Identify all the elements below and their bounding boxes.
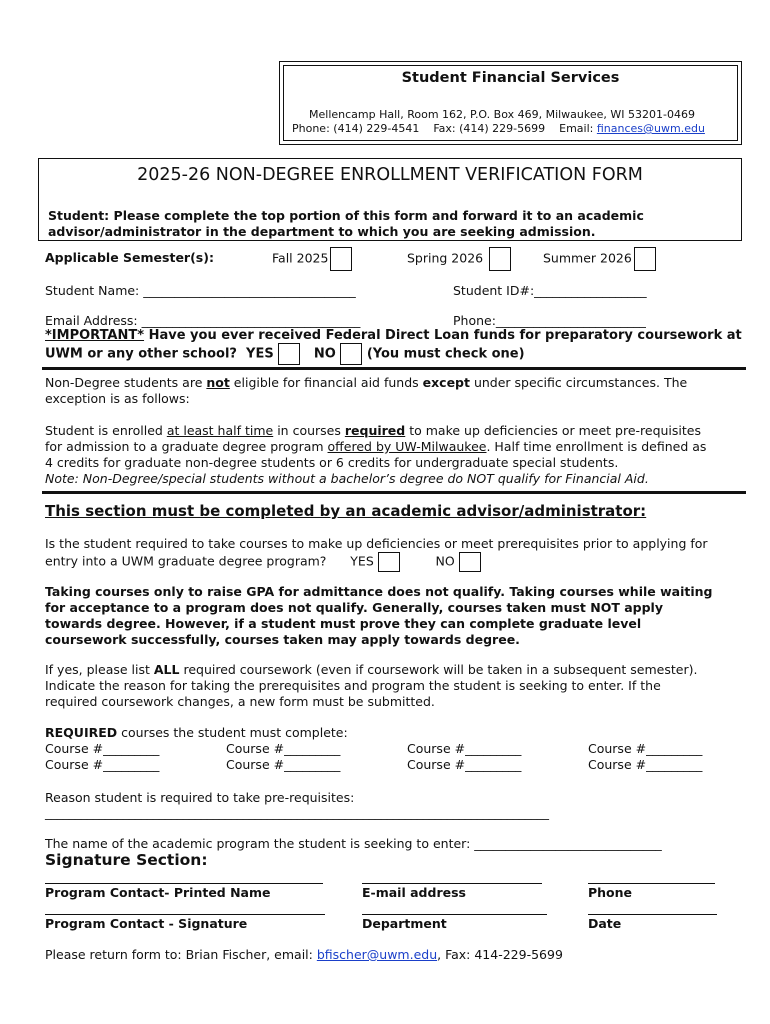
advisor-bold-paragraph: Taking courses only to raise GPA for admittance does not qualify. Taking courses while waiting for acceptance to a program does not qualify. Generally, courses taken must NOT apply towards degree. However, if a student must prove they can complete graduate level coursework successfully, courses taken may apply towards degree. (45, 584, 713, 647)
signature-line[interactable] (45, 914, 325, 915)
summer-checkbox[interactable] (634, 247, 656, 271)
student-phone-field[interactable]: Phone:________________________ (453, 313, 646, 328)
department-line[interactable] (362, 914, 547, 915)
eligibility-paragraph-1: Non-Degree students are not eligible for financial aid funds except under specific circumstances. The exception is as follows: (45, 375, 688, 406)
reason-label: Reason student is required to take pre-requisites: (45, 790, 355, 805)
course-field[interactable]: Course #_________ (226, 757, 341, 772)
reason-field[interactable]: ____________________________________________________________________________________ (45, 806, 549, 820)
return-email-link[interactable]: bfischer@uwm.edu (316, 947, 438, 962)
advisor-yes-checkbox[interactable] (378, 552, 400, 572)
date-label: Date (588, 916, 622, 931)
org-name: Student Financial Services (401, 70, 620, 86)
course-field[interactable]: Course #_________ (45, 757, 160, 772)
loan-question-line2: UWM or any other school? YES NO (You must check one) (45, 343, 525, 365)
email-line[interactable] (362, 883, 542, 884)
org-email-label: Email: (559, 122, 594, 135)
form-instructions: Student: Please complete the top portion of this form and forward it to an academic advisor/administrator in the department to which you are seeking admission. (48, 208, 644, 239)
advisor-if-paragraph: If yes, please list ALL required coursework (even if coursework will be taken in a subsequent semester). Indicate the reason for taking the prerequisites and program the student is seeking to enter. If the required coursework changes, a new form must be submitted. (45, 662, 698, 709)
return-instructions: Please return form to: Brian Fischer, email: bfischer@uwm.edu, Fax: 414-229-5699 (45, 947, 563, 962)
student-id-field[interactable]: Student ID#:__________________ (453, 283, 647, 298)
form-title: 2025-26 NON-DEGREE ENROLLMENT VERIFICATION FORM (137, 165, 643, 185)
advisor-heading: This section must be completed by an academic advisor/administrator: (45, 502, 647, 520)
advisor-question: Is the student required to take courses to make up deficiencies or meet prerequisites prior to applying for entry into a UWM graduate degree program? YES NO (45, 536, 708, 572)
semester-summer: Summer 2026 (543, 247, 656, 271)
org-email-link[interactable]: finances@uwm.edu (596, 122, 705, 135)
course-field[interactable]: Course #_________ (407, 757, 522, 772)
org-fax: Fax: (414) 229-5699 (433, 122, 546, 135)
divider-1 (42, 367, 746, 370)
loan-no-checkbox[interactable] (340, 343, 362, 365)
phone-line[interactable] (588, 883, 715, 884)
signature-label: Program Contact - Signature (45, 916, 248, 931)
signature-heading: Signature Section: (45, 851, 208, 869)
divider-2 (42, 491, 746, 494)
email-address-label: E-mail address (362, 885, 466, 900)
required-courses-label: REQUIRED courses the student must complete: (45, 725, 348, 740)
advisor-no-checkbox[interactable] (459, 552, 481, 572)
department-label: Department (362, 916, 447, 931)
org-contact (292, 122, 705, 135)
student-email-field[interactable]: Email Address: ___________________________________ (45, 313, 361, 328)
course-field[interactable]: Course #_________ (226, 741, 341, 756)
org-phone: Phone: (414) 229-4541 (292, 122, 420, 135)
printed-name-line[interactable] (45, 883, 323, 884)
phone-label: Phone (588, 885, 633, 900)
program-field[interactable]: The name of the academic program the student is seeking to enter: ______________________________ (45, 836, 662, 851)
semester-fall: Fall 2025 (272, 247, 352, 271)
org-address: Mellencamp Hall, Room 162, P.O. Box 469, Milwaukee, WI 53201-0469 (309, 108, 695, 121)
loan-yes-checkbox[interactable] (278, 343, 300, 365)
course-field[interactable]: Course #_________ (45, 741, 160, 756)
loan-question-line1: *IMPORTANT* Have you ever received Federal Direct Loan funds for preparatory coursework at (45, 328, 742, 343)
course-field[interactable]: Course #_________ (407, 741, 522, 756)
semester-label: Applicable Semester(s): (45, 250, 214, 265)
course-field[interactable]: Course #_________ (588, 741, 703, 756)
date-line[interactable] (588, 914, 717, 915)
semester-spring: Spring 2026 (407, 247, 511, 271)
spring-checkbox[interactable] (489, 247, 511, 271)
eligibility-paragraph-2: Student is enrolled at least half time in courses required to make up deficiencies or meet pre-requisites for admission to a graduate degree program offered by UW-Milwaukee. Half time enrollment is defined as 4 credits for graduate non-degree students or 6 credits for undergraduate special students. Note: Non-Degree/special students without a bachelor’s degree do NOT qualify for Financial Aid. (45, 423, 707, 486)
student-name-field[interactable]: Student Name: __________________________________ (45, 283, 356, 298)
course-field[interactable]: Course #_________ (588, 757, 703, 772)
important-label: *IMPORTANT* (45, 328, 145, 343)
fall-checkbox[interactable] (330, 247, 352, 271)
printed-name-label: Program Contact- Printed Name (45, 885, 271, 900)
